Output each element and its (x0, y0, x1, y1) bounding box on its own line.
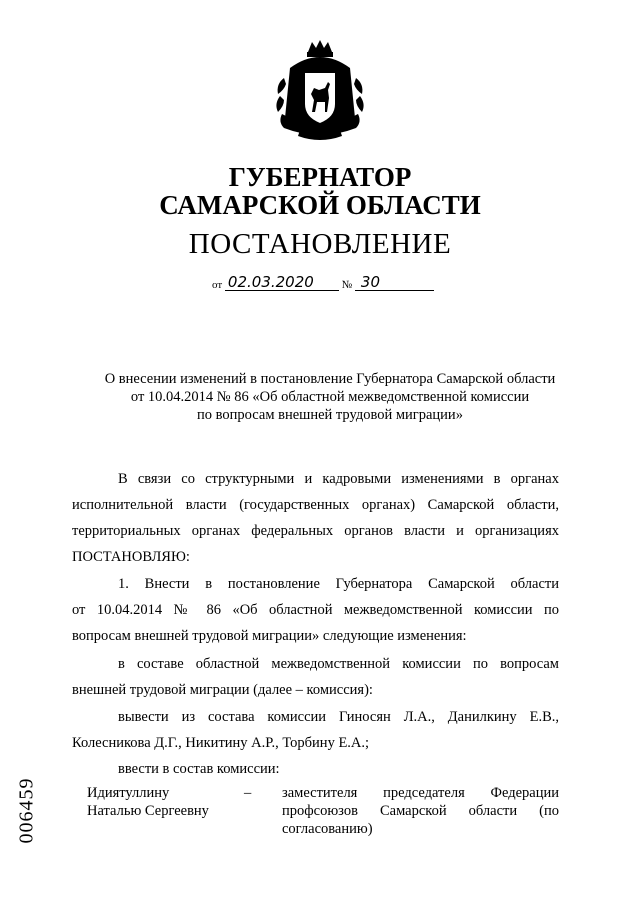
body-line: Колесникова Д.Г., Никитину А.Р., Торбину Е.А.; (72, 735, 370, 751)
member-name (87, 784, 237, 820)
document-type: ПОСТАНОВЛЕНИЕ (188, 228, 452, 260)
body-line: ввести в состав комиссии: (118, 761, 280, 777)
body-line: исполнительной власти (государственных органах) Самарской области, (72, 497, 559, 513)
member-role-line: согласованию) (282, 821, 373, 837)
coat-of-arms-emblem (270, 38, 370, 148)
body-line: вопросам внешней трудовой миграции» следующие изменения: (72, 628, 467, 644)
handwritten-date: 02.03.2020 (225, 274, 339, 291)
member-role (282, 784, 559, 838)
subject-line: О внесении изменений в постановление Губернатора Самарской области (104, 371, 556, 387)
body-line: территориальных органах федеральных органов власти и организациях (72, 523, 559, 539)
member-role-line: профсоюзов Самарской области (по (282, 803, 559, 819)
body-line: внешней трудовой миграции (далее – комиссия): (72, 682, 373, 698)
body-line: от 10.04.2014 № 86 «Об областной межведомственной комиссии по (72, 602, 559, 618)
subject-line: по вопросам внешней трудовой миграции» (197, 407, 463, 423)
margin-registration-number: 006459 (15, 777, 38, 844)
member-role-line: заместителя председателя Федерации (282, 785, 559, 801)
date-prefix: от (212, 279, 223, 291)
member-surname: Идиятуллину (87, 785, 170, 801)
body-line: в составе областной межведомственной комиссии по вопросам (118, 656, 559, 672)
number-prefix: № (341, 279, 353, 291)
body-line: В связи со структурными и кадровыми изменениями в органах (118, 471, 559, 487)
handwritten-number: 30 (355, 274, 434, 291)
subject-line: от 10.04.2014 № 86 «Об областной межведомственной комиссии (130, 389, 530, 405)
date-number-line (212, 274, 434, 291)
body-line: вывести из состава комиссии Гиносян Л.А., Данилкину Е.В., (118, 709, 559, 725)
member-dash: – (244, 785, 252, 801)
body-line: 1. Внести в постановление Губернатора Самарской области (118, 576, 559, 592)
body-line: ПОСТАНОВЛЯЮ: (72, 549, 190, 565)
member-given-names: Наталью Сергеевну (87, 803, 209, 819)
document-subject (60, 370, 600, 424)
issuer-title-line1: ГУБЕРНАТОР (228, 162, 412, 192)
issuer-title-line2: САМАРСКОЙ ОБЛАСТИ (159, 190, 481, 220)
